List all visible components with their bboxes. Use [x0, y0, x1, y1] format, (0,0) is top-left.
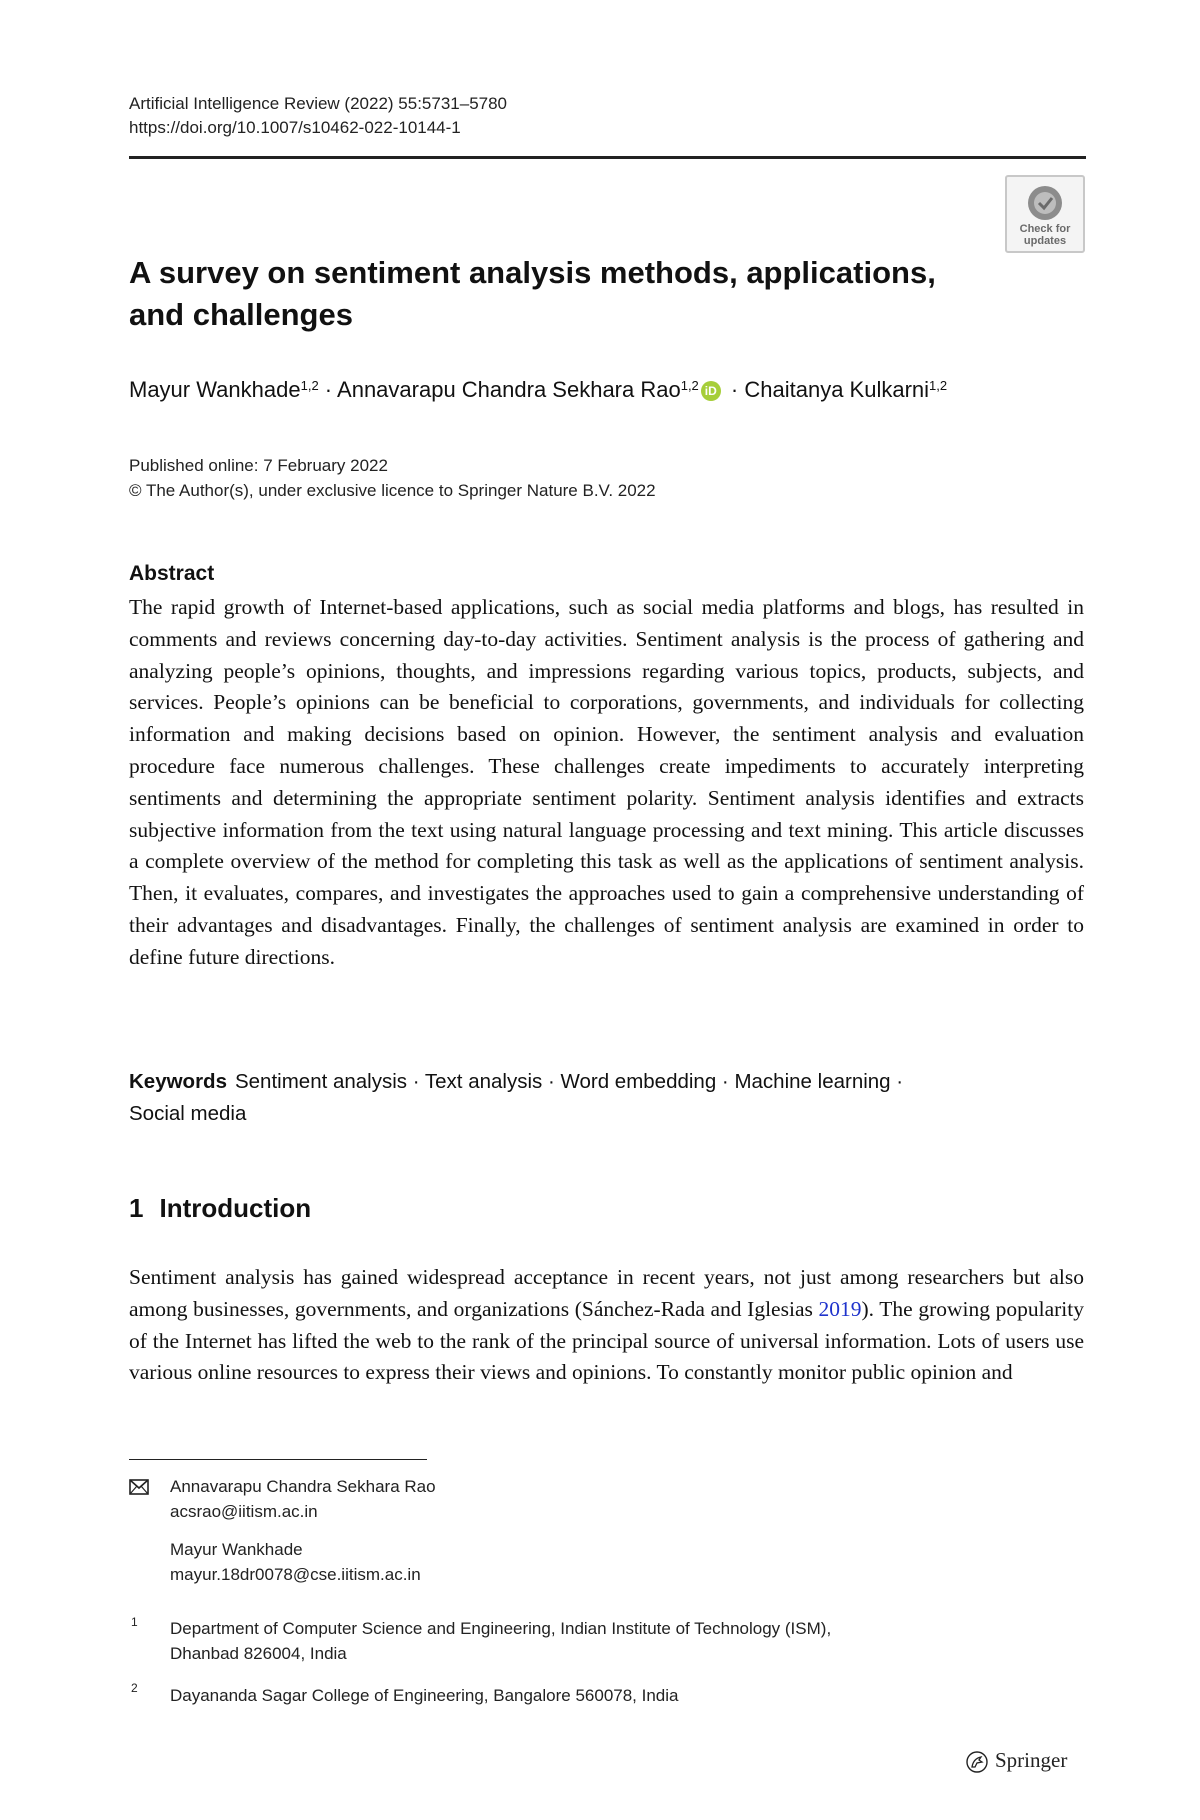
journal-header [129, 92, 507, 140]
author-name[interactable]: Chaitanya Kulkarni [744, 377, 930, 402]
intro-text-part: ). The growing popularity of the Internet has lifted the web to the rank of the principal source of universal information. Lots of users use various online resources to express their views and opinions. To constantly monitor public opinion and [129, 1296, 1084, 1385]
header-rule [129, 156, 1086, 159]
doi-link[interactable]: https://doi.org/10.1007/s10462-022-10144-1 [129, 118, 461, 137]
keyword-separator: · [890, 1070, 904, 1093]
second-author-email[interactable]: mayur.18dr0078@cse.iitism.ac.in [170, 1565, 421, 1584]
keyword-item: Text analysis [424, 1070, 543, 1093]
author-separator: · [318, 377, 338, 402]
author-affiliation: 1,2 [929, 378, 948, 393]
keyword-item: Machine learning [734, 1070, 891, 1093]
section-title: Introduction [159, 1193, 312, 1223]
affiliation-line: Dhanbad 826004, India [170, 1644, 347, 1663]
abstract-text: The rapid growth of Internet-based applications, such as social media platforms and blogs, has resulted in comments and reviews concerning day-to-day activities. Sentiment analysis is the process of gathering and analyzing people’s opinions, thoughts, and impressions regarding various topics, products, subjects, and services. People’s opinions can be beneficial to corporations, governments, and individuals for collecting information and making decisions based on opinion. However, the sentiment analysis and evaluation procedure face numerous challenges. These challenges create impediments to accurately interpreting sentiments and determining the appropriate sentiment polarity. Sentiment analysis identifies and extracts subjective information from the text using natural language processing and text mining. This article discusses a complete overview of the method for completing this task as well as the applications of sentiment analysis. Then, it evaluates, compares, and investigates the approaches used to gain a comprehensive understanding of their advantages and disadvantages. Finally, the challenges of sentiment analysis are examined in order to define future directions. [129, 595, 1084, 969]
envelope-icon [129, 1479, 149, 1500]
author-name[interactable]: Annavarapu Chandra Sekhara Rao [337, 377, 681, 402]
springer-logo [965, 1748, 1067, 1774]
keyword-separator: · [716, 1070, 735, 1093]
corresponding-author [170, 1474, 436, 1524]
keywords-label: Keywords [129, 1070, 227, 1093]
author-list [129, 375, 1089, 405]
check-for-updates-badge[interactable] [1005, 175, 1085, 253]
author-name[interactable]: Mayur Wankhade [129, 377, 301, 402]
copyright-notice: © The Author(s), under exclusive licence to Springer Nature B.V. 2022 [129, 481, 656, 500]
published-date: Published online: 7 February 2022 [129, 456, 388, 475]
corresponding-author-name: Annavarapu Chandra Sekhara Rao [170, 1477, 436, 1496]
keyword-separator: · [407, 1070, 425, 1093]
affiliation-1 [170, 1616, 831, 1666]
affiliation-number: 1 [131, 1615, 138, 1629]
section-heading [129, 1193, 311, 1224]
corresponding-author-email[interactable]: acsrao@iitism.ac.in [170, 1502, 318, 1521]
check-updates-icon [1025, 183, 1065, 223]
publisher-name: Springer [995, 1748, 1068, 1772]
keyword-item: Social media [129, 1101, 247, 1125]
footnote-rule [129, 1459, 427, 1460]
springer-horse-icon [965, 1750, 989, 1774]
journal-citation: Artificial Intelligence Review (2022) 55:5731–5780 [129, 94, 508, 113]
author-affiliation: 1,2 [680, 378, 699, 393]
author-affiliation: 1,2 [300, 378, 319, 393]
author-separator: · [724, 377, 745, 402]
affiliation-2: Dayananda Sagar College of Engineering, Bangalore 560078, India [170, 1686, 679, 1705]
affiliation-number: 2 [131, 1681, 138, 1695]
paper-title: A survey on sentiment analysis methods, applications, and challenges [129, 255, 936, 332]
second-author-name: Mayur Wankhade [170, 1540, 303, 1559]
introduction-text [129, 1262, 1084, 1389]
second-author-contact [170, 1537, 421, 1587]
keyword-separator: · [542, 1070, 561, 1093]
keyword-item: Sentiment analysis [234, 1070, 408, 1093]
section-number: 1 [129, 1193, 144, 1223]
publication-info [129, 453, 656, 503]
keyword-item: Word embedding [560, 1070, 717, 1093]
affiliation-line: Department of Computer Science and Engineering, Indian Institute of Technology (ISM), [170, 1619, 832, 1638]
citation-link[interactable]: 2019 [818, 1296, 862, 1321]
intro-text-part: Sentiment analysis has gained widespread acceptance in recent years, not just among researchers but also among businesses, governments, and organizations (Sánchez-Rada and Iglesias [129, 1265, 1084, 1321]
abstract-heading: Abstract [129, 562, 215, 585]
orcid-icon[interactable]: iD [701, 381, 721, 401]
keywords [129, 1066, 1069, 1129]
check-updates-label: Check for updates [1019, 223, 1071, 247]
